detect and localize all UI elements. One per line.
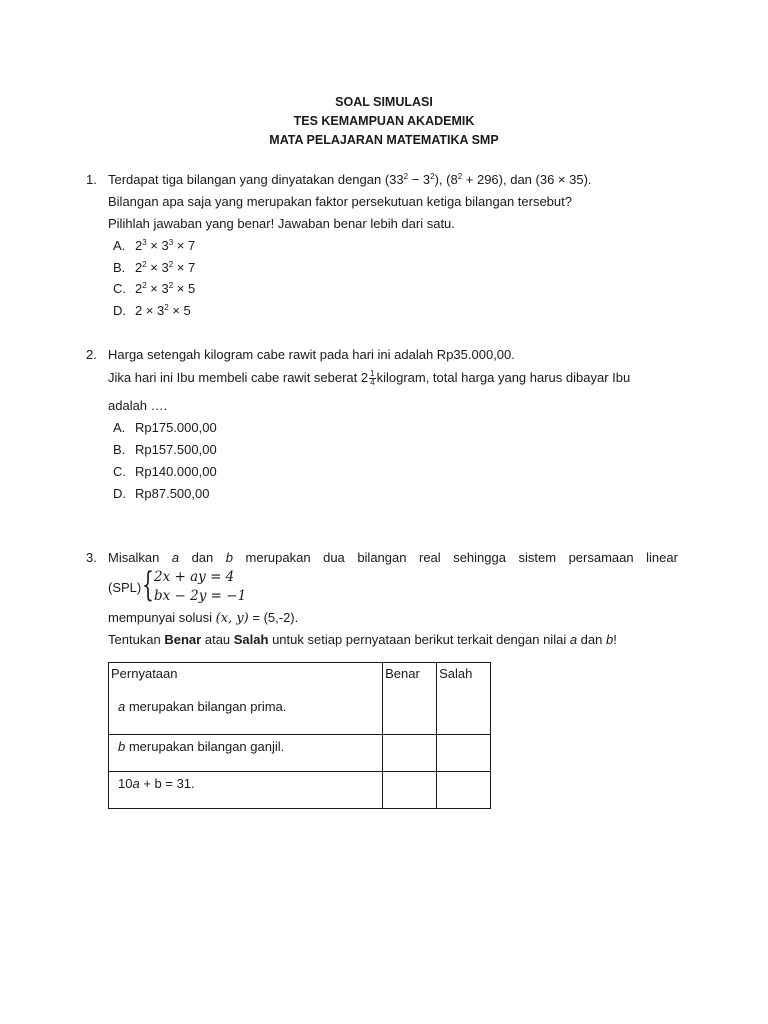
q1-option-a-letter: A.	[113, 238, 126, 253]
header-statement: Pernyataan	[111, 666, 178, 681]
header-benar: Benar	[385, 666, 420, 681]
q1-option-d: $2 \times 3^2 \times 5$	[135, 303, 191, 318]
salah-cell[interactable]	[437, 663, 491, 735]
q1-option-a: $2^3 \times 3^3 \times 7$	[135, 238, 196, 253]
q2-option-c: Rp140.000,00	[135, 464, 217, 479]
statement-2: b merupakan bilangan ganjil.	[118, 739, 285, 754]
q1-option-d-letter: D.	[113, 303, 126, 318]
q1-line-2: Bilangan apa saja yang merupakan faktor persekutuan ketiga bilangan tersebut?	[108, 194, 572, 209]
q3-solution-line: mempunyai solusi (x, y) = (5,-2).	[108, 610, 299, 626]
table-row	[109, 772, 491, 809]
q1-line-3: Pilihlah jawaban yang benar! Jawaban benar lebih dari satu.	[108, 216, 455, 231]
statement-table	[108, 662, 491, 809]
title-line-3: MATA PELAJARAN MATEMATIKA SMP	[269, 133, 499, 147]
title-line-1: SOAL SIMULASI	[335, 95, 433, 109]
equation-1: 2x + ay = 4	[154, 569, 235, 585]
salah-cell[interactable]	[437, 772, 491, 809]
q2-number: 2.	[86, 347, 97, 362]
q3-number: 3.	[86, 550, 97, 565]
statement-1: a merupakan bilangan prima.	[118, 699, 287, 714]
q2-option-a-letter: A.	[113, 420, 126, 435]
q3-instruction: Tentukan Benar atau Salah untuk setiap pernyataan berikut terkait dengan nilai a dan b!	[108, 632, 617, 647]
q2-line-1: Harga setengah kilogram cabe rawit pada hari ini adalah Rp35.000,00.	[108, 347, 515, 362]
q1-option-b: $2^2 \times 3^2 \times 7$	[135, 260, 196, 275]
q1-option-b-letter: B.	[113, 260, 126, 275]
benar-cell[interactable]	[383, 772, 437, 809]
q1-line-1: Terdapat tiga bilangan yang dinyatakan dengan $(33^2 - 3^2)$, $(8^2 + 296)$, dan (36 × 35).	[108, 172, 592, 187]
q2-line-2: Jika hari ini Ibu membeli cabe rawit seberat 2 $\frac{1}{4}$ kilogram, total harga yang harus dibayar Ibu	[108, 369, 631, 388]
q2-option-c-letter: C.	[113, 464, 126, 479]
q1-number: 1.	[86, 172, 97, 187]
q2-option-a: Rp175.000,00	[135, 420, 217, 435]
spl-label: (SPL)	[108, 580, 142, 595]
title-line-2: TES KEMAMPUAN AKADEMIK	[293, 114, 475, 128]
statement-cell	[109, 663, 383, 735]
benar-cell[interactable]	[383, 663, 437, 735]
salah-cell[interactable]	[437, 735, 491, 772]
table-row	[109, 735, 491, 772]
q2-option-d: Rp87.500,00	[135, 486, 210, 501]
equation-2: bx − 2y = −1	[154, 588, 247, 604]
fraction: $\frac{1}{4}$	[370, 369, 375, 388]
statement-3: 10a + b = 31.	[118, 776, 195, 791]
benar-cell[interactable]	[383, 735, 437, 772]
statement-cell	[109, 772, 383, 809]
q2-option-b: Rp157.500,00	[135, 442, 217, 457]
q2-line-3: adalah ….	[108, 398, 168, 413]
system-brace: {	[142, 565, 154, 605]
header-salah: Salah	[439, 666, 473, 681]
q3-line-1: Misalkan a dan b merupakan dua bilangan real sehingga sistem persamaan linear	[108, 550, 678, 565]
statement-cell	[109, 735, 383, 772]
q2-option-d-letter: D.	[113, 486, 126, 501]
q2-option-b-letter: B.	[113, 442, 126, 457]
table-row	[109, 663, 491, 735]
q1-option-c: $2^2 \times 3^2 \times 5$	[135, 281, 196, 296]
q1-option-c-letter: C.	[113, 281, 126, 296]
